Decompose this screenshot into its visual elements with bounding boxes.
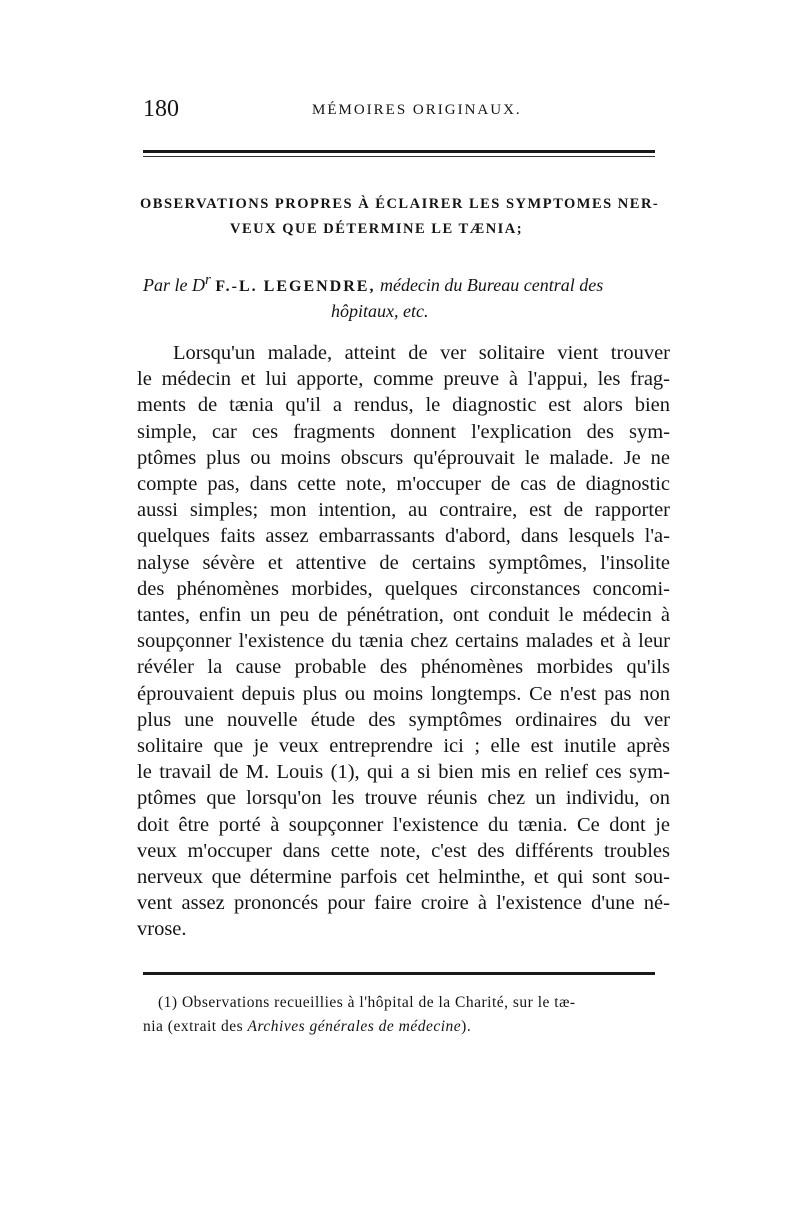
footnote-line-1: (1) Observations recueillies à l'hôpital de la Charité, sur le tæ- <box>158 994 576 1011</box>
body-line: nalyse sévère et attentive de certains symptômes, l'insolite <box>137 551 670 574</box>
byline <box>143 268 663 323</box>
byline-superscript: r <box>205 272 211 288</box>
body-text <box>137 340 670 943</box>
footnote-line-2 <box>143 1015 663 1039</box>
body-line: des phénomènes morbides, quelques circonstances concomi- <box>137 577 670 600</box>
body-line: Lorsqu'un malade, atteint de ver solitaire vient trouver <box>173 342 670 364</box>
article-title-line-1: OBSERVATIONS PROPRES À ÉCLAIRER LES SYMPTOMES NER- <box>140 196 660 212</box>
byline-line-2: hôpitaux, etc. <box>331 301 429 321</box>
footnote-text: nia (extrait des <box>143 1018 248 1035</box>
byline-line-1 <box>143 268 663 299</box>
body-line: plus une nouvelle étude des symptômes ordinaires du ver <box>137 708 670 731</box>
footnote-close: ). <box>461 1018 472 1035</box>
body-line: tantes, enfin un peu de pénétration, ont conduit le médecin à <box>137 604 670 627</box>
article-title <box>140 192 660 242</box>
body-line: compte pas, dans cette note, m'occuper de cas de diagnostic <box>137 473 670 496</box>
body-line: éprouvaient depuis plus ou moins longtemps. Ce n'est pas non <box>137 682 670 705</box>
body-line: révéler la cause probable des phénomènes morbides qu'ils <box>137 656 670 679</box>
body-line: ments de tænia qu'il a rendus, le diagnostic est alors bien <box>137 394 670 417</box>
footnote-journal-title: Archives générales de médecine <box>247 1018 462 1035</box>
body-line: aussi simples; mon intention, au contraire, est de rapporter <box>137 499 670 522</box>
page-number: 180 <box>143 96 179 122</box>
byline-affiliation: médecin du Bureau central des <box>375 275 604 295</box>
body-line: vent assez prononcés pour faire croire à l'existence d'une né- <box>137 892 670 915</box>
article-title-line-2: VEUX QUE DÉTERMINE LE TÆNIA; <box>230 221 524 237</box>
header-rule-thin <box>143 156 655 157</box>
body-line: quelques faits assez embarrassants d'abord, dans lesquels l'a- <box>137 525 670 548</box>
body-line: veux m'occuper dans cette note, c'est des différents troubles <box>137 839 670 862</box>
body-line: ptômes que lorsqu'on les trouve réunis chez un individu, on <box>137 787 670 810</box>
body-line: le travail de M. Louis (1), qui a si bien mis en relief ces sym- <box>137 761 670 784</box>
running-head: MÉMOIRES ORIGINAUX. <box>312 102 522 118</box>
footnote-rule <box>143 972 655 975</box>
body-line: ptômes plus ou moins obscurs qu'éprouvait le malade. Je ne <box>137 446 670 469</box>
body-line: simple, car ces fragments donnent l'explication des sym- <box>137 420 670 443</box>
byline-prefix: Par le D <box>143 275 205 295</box>
body-line: soupçonner l'existence du tænia chez certains malades et à leur <box>137 630 670 653</box>
body-line: solitaire que je veux entreprendre ici ; elle est inutile après <box>137 735 670 758</box>
body-line: nerveux que détermine parfois cet helminthe, et qui sont sou- <box>137 866 670 889</box>
footnote <box>143 991 663 1039</box>
body-line: le médecin et lui apporte, comme preuve à l'appui, les frag- <box>137 368 670 391</box>
body-line: vrose. <box>137 918 187 941</box>
byline-author: F.-L. LEGENDRE, <box>215 278 376 295</box>
body-line: doit être porté à soupçonner l'existence du tænia. Ce dont je <box>137 813 670 836</box>
header-rule-thick <box>143 150 655 153</box>
